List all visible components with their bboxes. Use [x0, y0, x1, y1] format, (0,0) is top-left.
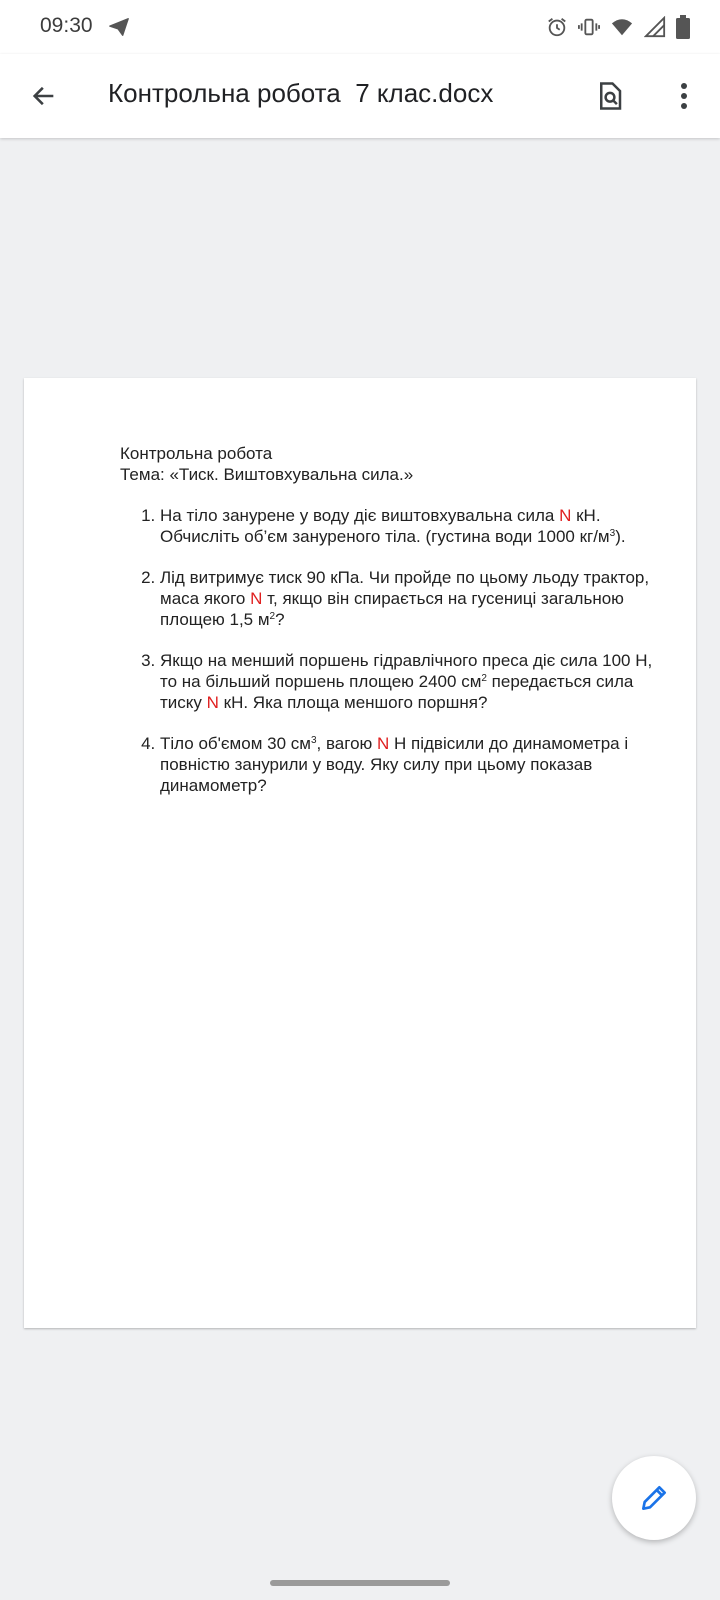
q3-text-b: передається сила тиску [160, 672, 634, 712]
back-button[interactable] [22, 74, 66, 118]
telegram-send-icon [108, 16, 130, 38]
document-title: Контрольна робота 7 клас.docx [108, 78, 494, 108]
more-vert-icon [680, 82, 688, 110]
signal-icon [644, 16, 666, 38]
wifi-icon [610, 16, 634, 38]
q1-text-a: На тіло занурене у воду діє виштовхувальна сила [160, 506, 560, 525]
status-time: 09:30 [40, 14, 93, 37]
q2-text-a: Лід витримує тиск 90 кПа. Чи пройде по цьому льоду трактор, маса якого [160, 568, 650, 608]
placeholder-n: N [377, 734, 390, 753]
search-in-document-button[interactable] [588, 74, 632, 118]
q3-text-a: Якщо на менший поршень гідравлічного преса діє сила 100 Н, то на більший поршень площею 2400 см [160, 651, 653, 691]
app-bar [0, 54, 720, 138]
q2-superscript: 2 [269, 611, 276, 622]
alarm-icon [546, 16, 568, 38]
status-bar [0, 0, 720, 54]
question-list [120, 505, 660, 796]
back-arrow-icon [30, 82, 58, 110]
question-4 [160, 733, 660, 796]
placeholder-n: N [559, 506, 572, 525]
question-1 [160, 505, 660, 547]
question-2 [160, 567, 660, 630]
edit-pencil-icon [638, 1482, 670, 1514]
status-icons [546, 15, 690, 39]
placeholder-n: N [250, 589, 263, 608]
document-content [120, 443, 660, 816]
battery-icon [676, 15, 690, 39]
q4-text-b: , вагою [316, 734, 377, 753]
document-page[interactable] [24, 378, 696, 1328]
q4-text-a: Тіло об'ємом 30 см [160, 734, 311, 753]
q4-text-c: Н підвісили до динамометра і повністю занурили у воду. Яку силу при цьому показав динамометр? [160, 734, 629, 795]
q1-text-b: кН. Обчисліть об’єм зануреного тіла. (густина води 1000 кг/м [160, 506, 610, 546]
q3-text-c: кН. Яка площа меншого поршня? [218, 693, 488, 712]
placeholder-n: N [206, 693, 219, 712]
q4-superscript: 3 [310, 735, 317, 746]
document-heading: Контрольна робота [120, 444, 273, 463]
q1-superscript: 3 [609, 528, 616, 539]
q1-text-c: ). [615, 527, 626, 546]
more-options-button[interactable] [662, 74, 706, 118]
gesture-nav-bar[interactable] [270, 1580, 450, 1586]
q3-superscript: 2 [481, 673, 487, 684]
question-3 [160, 650, 660, 713]
document-topic: Тема: «Тиск. Виштовхувальна сила.» [120, 465, 414, 484]
vibrate-icon [578, 16, 600, 38]
q2-text-b: т, якщо він спирається на гусениці загальною площею 1,5 м [160, 589, 624, 629]
q2-text-c: ? [275, 610, 285, 629]
edit-fab-button[interactable] [612, 1456, 696, 1540]
search-in-document-icon [595, 81, 625, 111]
